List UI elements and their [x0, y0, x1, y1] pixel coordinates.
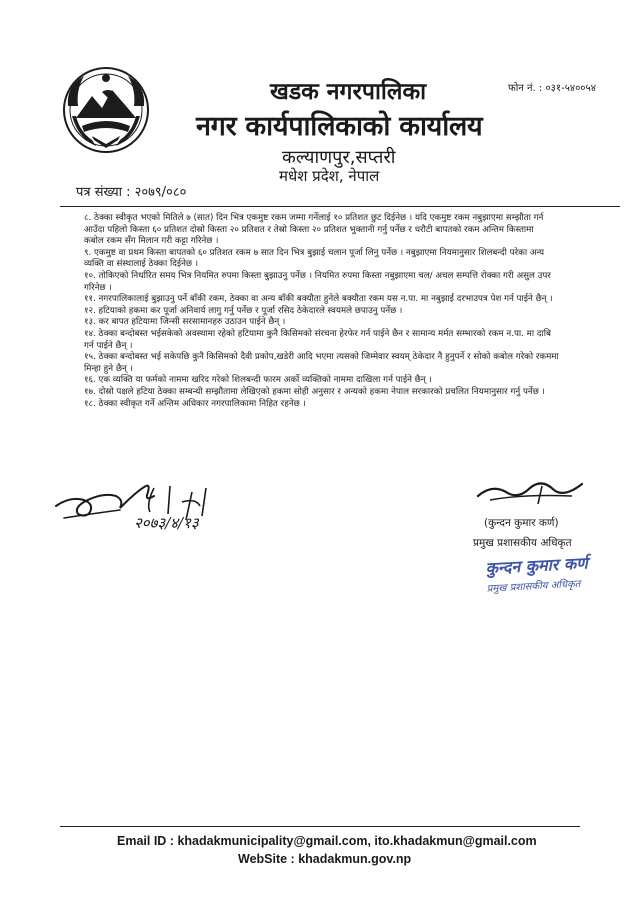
clause-line: ११. नगरपालिकालाई बुझाउनु पर्ने बाँकी रकम, ठेक्का वा अन्य बाँकी बक्यौता हुनेले बक्यौता रकम यस न.पा. मा नबुझाई दरभाउपत्र पेश गर्न पाईने छैन् । [84, 294, 553, 305]
clause-line: ८. ठेक्का स्वीकृत भएको मितिले ७ (सात) दिन भित्र एकमुष्ट रकम जम्मा गर्नेलाई १० प्रतिशत छुट दिईनेछ । यदि एकमुष्ट रकम नबुझाएमा सम्झौता गर्न [84, 213, 544, 223]
clause-line: मिन्हा हुने छैन् । [84, 363, 133, 374]
stamp-title: प्रमुख प्रशासकीय अधिकृत [486, 578, 581, 595]
stamp-name: कुन्दन कुमार कर्ण [485, 553, 589, 578]
phone-number: फोन नं. : ०३१-५४००५४ [508, 83, 596, 94]
clause-line: १३. कर बापत हटियामा जिन्सी सरसामानहरु उठाउन पाईने छैन् । [84, 317, 286, 328]
email-value: khadakmunicipality@gmail.com, ito.khadakmun@gmail.com [177, 834, 537, 848]
clause-line: १८. ठेक्का स्वीकृत गर्ने अन्तिम अधिकार नगरपालिकामा निहित रहनेछ । [84, 398, 306, 409]
clause-line: कबोल रकम सँग मिलान गरी कट्टा गरिनेछ । [84, 236, 219, 247]
clause-line: व्यक्ति वा संस्थालाई ठेक्का दिईनेछ । [84, 259, 199, 270]
email-line [117, 834, 537, 848]
terms-list [84, 213, 600, 410]
handwritten-signature-date [50, 466, 250, 546]
clause-line: गर्न पाईने छैन् । [84, 340, 133, 351]
office-name: नगर कार्यपालिकाको कार्यालय [196, 111, 483, 142]
reference-number: पत्र संख्या : २०७९/०८० [76, 185, 187, 200]
handwritten-date-text: २०७३/४/१३ [134, 514, 199, 532]
clause-line: १५. ठेक्का बन्दोबस्त भई सकेपछि कुनै किसिमको दैवी प्रकोप,खडेरी आदि भएमा त्यसको जिम्मेवार स्वयम् ठेकेदार नै हुनुपर्ने र सोको कबोल गरेको रकममा [84, 352, 559, 363]
clause-line: १६. एक व्यक्ति या फर्मको नाममा खरिद गरेको शिलबन्दी फारम अर्को व्यक्तिको नाममा दाखिला गर्न पाईने छैन् । [84, 375, 432, 386]
email-label: Email ID : [117, 834, 174, 848]
official-stamp [473, 543, 604, 606]
footer-divider [60, 826, 580, 827]
clause-line: ९. एकमुष्ट वा प्रथम किस्ता बापतको ६० प्रतिशत रकम ७ सात दिन भित्र बुझाई चलान पूर्जा लिनु पर्नेछ । नबुझाएमा नियमानुसार शिलबन्दी परेका अन्य [84, 247, 545, 258]
organization-name: खडक नगरपालिका [270, 79, 427, 105]
address-line-2: मधेश प्रदेश, नेपाल [279, 167, 380, 185]
clause-line: १७. दोस्रो पक्षले हटिया ठेक्का सम्बन्धी सम्झौतामा लेखिएको हकमा सोही अनुसार र अन्यको हकमा नेपाल सरकारको प्रचलित नियमानुसार गर्नु पर्नेछ । [84, 386, 545, 397]
officer-signature [472, 474, 592, 510]
clause-line: आउँदा पहिलो किस्ता ६० प्रतिशत दोस्रो किस्ता २० प्रतिशत र तेस्रो किस्ता २० प्रतिशत भुक्तानी गर्नु पर्नेछ र धरौटी बापतको रकम अन्तिम किस्तामा [84, 224, 534, 235]
signatory-title: प्रमुख प्रशासकीय अधिकृत [473, 537, 572, 549]
website-label: WebSite : [238, 852, 295, 866]
clause-line: १४. ठेक्का बन्दोबस्त भईसकेको अवस्थामा रहेको हटियामा कुनै किसिमको संरचना हेरफेर गर्न पाईने छैन र सामान्य मर्मत सम्भारको रकम न.पा. मा दाबि [84, 328, 551, 339]
signatory-name: (कुन्दन कुमार कर्ण) [484, 517, 559, 529]
clause-line: गरिनेछ । [84, 282, 112, 293]
website-value: khadakmun.gov.np [298, 852, 412, 866]
emblem-logo-icon [62, 66, 150, 154]
clause-line: १०. तोकिएको निर्धारित समय भित्र नियमित रुपमा किस्ता बुझाउनु पर्नेछ । नियमित रुपमा किस्ता नबुझाएमा चल/ अचल सम्पत्ति रोक्का गरी असुल उपर [84, 270, 551, 281]
address-line-1: कल्याणपुर,सप्तरी [282, 147, 396, 168]
website-line [238, 852, 411, 866]
header-divider [60, 206, 620, 207]
clause-line: १२. हटियाको हकमा कर पूर्जा अनिवार्य लागु गर्नु पर्नेछ र पूर्जा रसिद ठेकेदारले स्वयमले छपाउनु पर्नेछ । [84, 305, 403, 316]
